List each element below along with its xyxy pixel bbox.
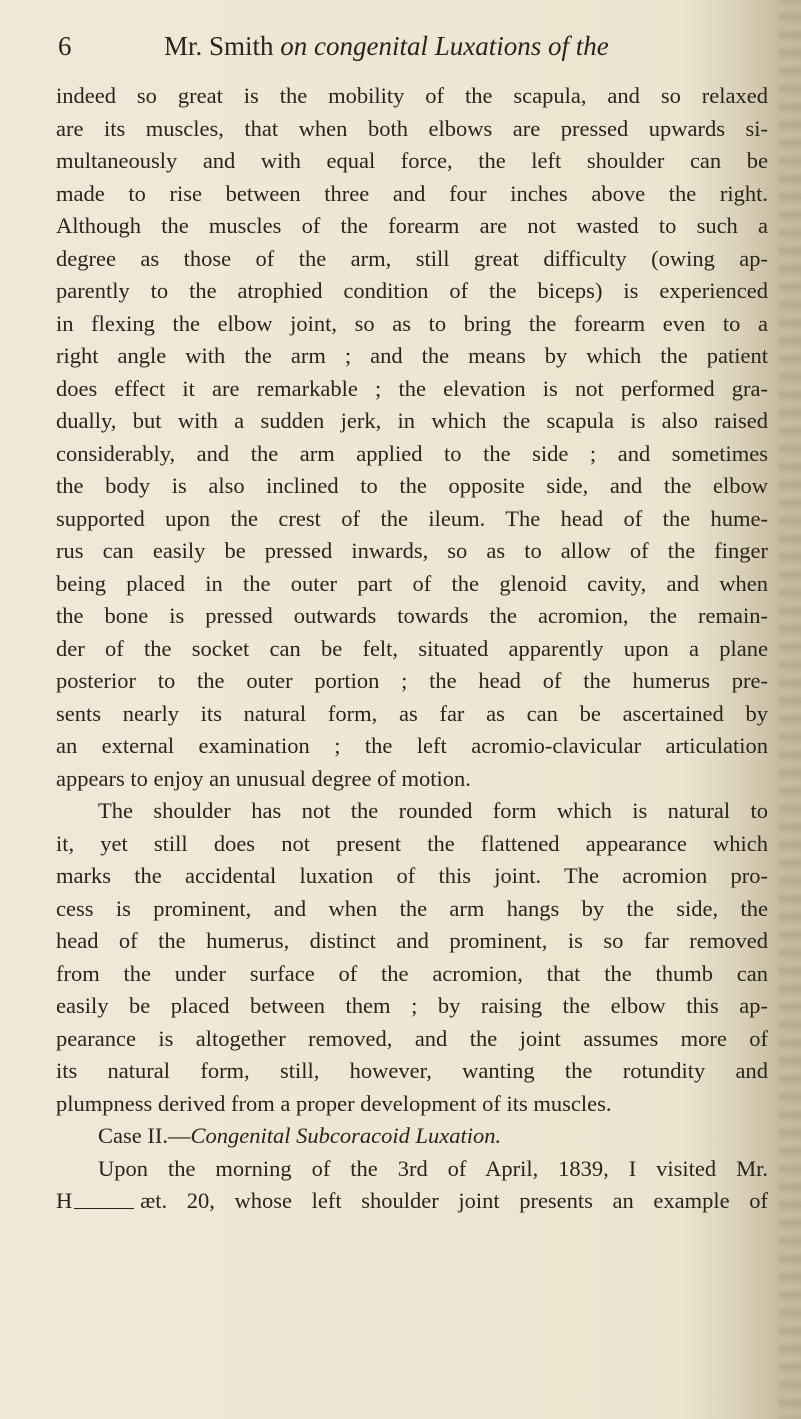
text-line: from the under surface of the acromion, that the thumb can [56, 960, 768, 986]
case-title: Congenital Subcoracoid Luxation. [190, 1123, 502, 1148]
text-line: indeed so great is the mobility of the scapula, and so relaxed [56, 83, 768, 108]
text-line: it, yet still does not present the flattened appearance which [56, 830, 768, 856]
text-line: pearance is altogether removed, and the joint assumes more of [56, 1025, 768, 1051]
running-title-italic: on congenital Luxations of the [280, 31, 609, 61]
text-line: Upon the morning of the 3rd of April, 1839, I visited Mr. [98, 1155, 768, 1181]
running-title [164, 26, 609, 66]
text-line: rus can easily be pressed inwards, so as to allow of the finger [56, 538, 768, 563]
text-line: its natural form, still, however, wanting the rotundity and [56, 1058, 768, 1083]
text-line: made to rise between three and four inches above the right. [56, 180, 768, 206]
text-line: appears to enjoy an unusual degree of motion. [56, 765, 471, 791]
text-line-end: æt. 20, whose left shoulder joint presents an example of [140, 1188, 768, 1213]
text-line: multaneously and with equal force, the left shoulder can be [56, 148, 768, 173]
text-line: the body is also inclined to the opposite side, and the elbow [56, 473, 768, 498]
text-line: being placed in the outer part of the glenoid cavity, and when [56, 570, 768, 596]
case-heading [56, 1120, 768, 1153]
text-line: in flexing the elbow joint, so as to bring the forearm even to a [56, 310, 768, 336]
name-initial: H [56, 1188, 73, 1213]
body-text [56, 80, 768, 1218]
text-line: The shoulder has not the rounded form which is natural to [98, 798, 768, 823]
running-title-plain: Mr. Smith [164, 31, 281, 61]
text-line: are its muscles, that when both elbows are pressed upwards si- [56, 115, 768, 141]
text-line: does effect it are remarkable ; the elevation is not performed gra- [56, 375, 768, 401]
text-line-with-dash [56, 1185, 768, 1218]
text-line: der of the socket can be felt, situated apparently upon a plane [56, 635, 768, 661]
running-header [58, 26, 718, 66]
text-line: parently to the atrophied condition of the biceps) is experienced [56, 278, 768, 303]
case-label: Case II.— [98, 1123, 191, 1148]
text-line: considerably, and the arm applied to the side ; and sometimes [56, 440, 768, 466]
text-line: marks the accidental luxation of this joint. The acromion pro- [56, 863, 768, 888]
text-line: degree as those of the arm, still great difficulty (owing ap- [56, 245, 768, 271]
text-line: plumpness derived from a proper development of its muscles. [56, 1090, 612, 1116]
text-line: head of the humerus, distinct and prominent, is so far removed [56, 928, 768, 953]
text-line: right angle with the arm ; and the means by which the patient [56, 343, 768, 368]
text-line: an external examination ; the left acromio-clavicular articulation [56, 733, 768, 758]
text-line: cess is prominent, and when the arm hangs by the side, the [56, 895, 768, 921]
page-edge-shadow [779, 0, 801, 1419]
text-line: easily be placed between them ; by raising the elbow this ap- [56, 993, 768, 1018]
text-line: supported upon the crest of the ileum. The head of the hume- [56, 505, 768, 531]
text-line: Although the muscles of the forearm are not wasted to such a [56, 213, 768, 238]
name-dash [74, 1196, 134, 1209]
text-line: dually, but with a sudden jerk, in which the scapula is also raised [56, 408, 768, 433]
text-line: posterior to the outer portion ; the head of the humerus pre- [56, 668, 768, 693]
text-line: sents nearly its natural form, as far as can be ascertained by [56, 700, 768, 726]
page-number: 6 [58, 31, 72, 61]
text-line: the bone is pressed outwards towards the acromion, the remain- [56, 603, 768, 628]
